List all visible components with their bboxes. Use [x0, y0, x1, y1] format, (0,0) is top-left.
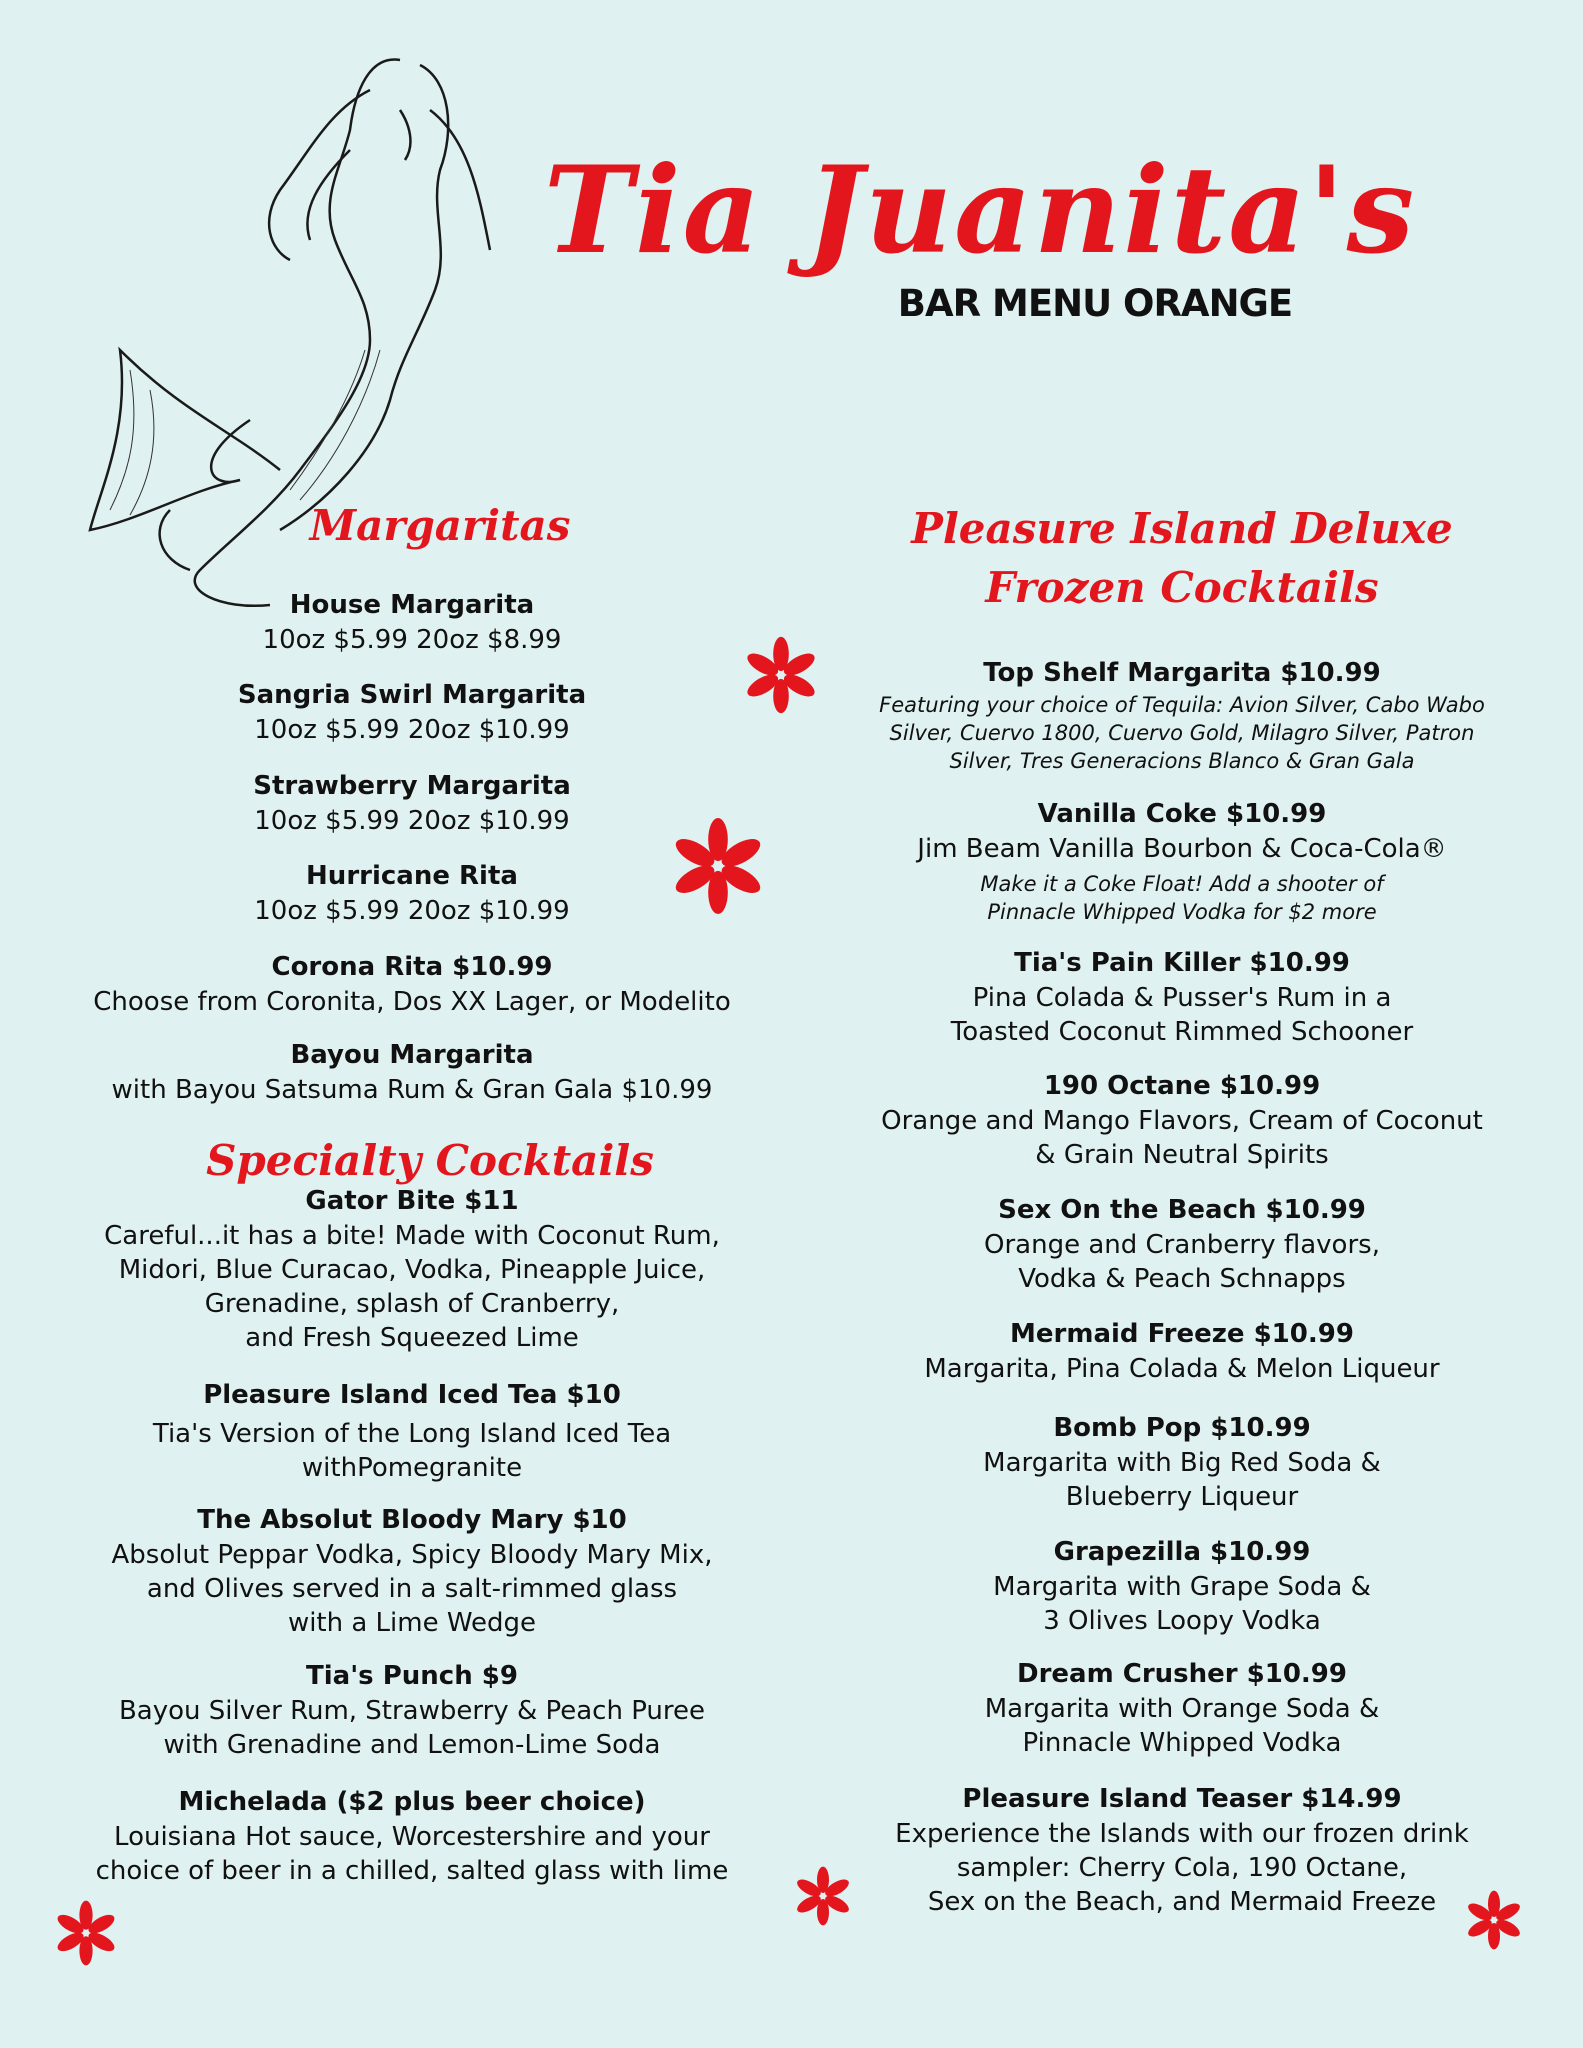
- item-desc: Sex on the Beach, and Mermaid Freeze: [927, 1887, 1437, 1917]
- item-name: Gator Bite $11: [305, 1186, 519, 1216]
- item-desc: Grenadine, splash of Cranberry,: [204, 1289, 620, 1319]
- flower-icon: [742, 636, 820, 714]
- item-name: Pleasure Island Teaser $14.99: [962, 1784, 1402, 1814]
- flower-icon: [53, 1900, 119, 1966]
- item-desc: Jim Beam Vanilla Bourbon & Coca-Cola®: [917, 834, 1447, 864]
- item-desc: Margarita, Pina Colada & Melon Liqueur: [924, 1354, 1440, 1384]
- item-name: The Absolut Bloody Mary $10: [197, 1505, 627, 1535]
- item-name: Top Shelf Margarita $10.99: [983, 658, 1381, 688]
- item-desc: Careful...it has a bite! Made with Coconut Rum,: [104, 1221, 720, 1251]
- menu-subtitle: BAR MENU ORANGE: [897, 282, 1293, 325]
- menu-item: [52, 1038, 772, 1107]
- item-desc: Experience the Islands with our frozen drink: [895, 1819, 1469, 1849]
- menu-item: [52, 588, 772, 657]
- item-desc: Vodka & Peach Schnapps: [1018, 1264, 1346, 1294]
- item-name: Tia's Pain Killer $10.99: [1014, 948, 1350, 978]
- item-name: Grapezilla $10.99: [1053, 1537, 1311, 1567]
- item-desc: with Grenadine and Lemon-Lime Soda: [163, 1730, 661, 1760]
- item-name: Dream Crusher $10.99: [1017, 1659, 1347, 1689]
- menu-item: [52, 950, 772, 1019]
- specialty-heading: Specialty Cocktails: [206, 1136, 654, 1185]
- menu-item: [832, 656, 1532, 775]
- menu-item: [832, 1069, 1532, 1172]
- item-desc: Tia's Version of the Long Island Iced Tea: [152, 1419, 672, 1449]
- menu-item: [52, 1659, 772, 1762]
- item-desc: and Olives served in a salt-rimmed glass: [146, 1574, 678, 1604]
- item-desc: and Fresh Squeezed Lime: [245, 1323, 579, 1353]
- menu-item: [832, 1782, 1532, 1919]
- item-desc: Margarita with Grape Soda &: [993, 1572, 1371, 1602]
- item-desc: Orange and Mango Flavors, Cream of Coconut: [881, 1106, 1483, 1136]
- item-name: Mermaid Freeze $10.99: [1010, 1319, 1354, 1349]
- item-name: Sex On the Beach $10.99: [998, 1195, 1366, 1225]
- item-note: Pinnacle Whipped Vodka for $2 more: [987, 900, 1377, 924]
- menu-item: [832, 1317, 1532, 1386]
- item-name: Strawberry Margarita: [253, 771, 571, 801]
- item-desc: 10oz $5.99 20oz $8.99: [262, 625, 562, 655]
- item-desc: Margarita with Big Red Soda &: [983, 1448, 1381, 1478]
- menu-item: [52, 859, 772, 928]
- menu-item: [832, 797, 1532, 926]
- item-desc: Orange and Cranberry flavors,: [984, 1230, 1380, 1260]
- menu-item: [832, 1193, 1532, 1296]
- item-desc: Toasted Coconut Rimmed Schooner: [950, 1017, 1414, 1047]
- flower-icon: [1464, 1890, 1524, 1950]
- item-desc: 3 Olives Loopy Vodka: [1043, 1606, 1321, 1636]
- item-name: House Margarita: [289, 590, 535, 620]
- item-name: Corona Rita $10.99: [271, 952, 553, 982]
- menu-item: [52, 769, 772, 838]
- item-desc: 10oz $5.99 20oz $10.99: [254, 896, 570, 926]
- restaurant-title: Tia Juanita's: [543, 140, 1417, 281]
- item-name: 190 Octane $10.99: [1043, 1071, 1321, 1101]
- item-note: Silver, Cuervo 1800, Cuervo Gold, Milagro Silver, Patron: [889, 721, 1475, 745]
- item-name: Sangria Swirl Margarita: [237, 680, 587, 710]
- item-note: Featuring your choice of Tequila: Avion Silver, Cabo Wabo: [879, 693, 1485, 717]
- item-desc: Absolut Peppar Vodka, Spicy Bloody Mary Mix,: [111, 1540, 713, 1570]
- menu-item: [52, 678, 772, 747]
- item-name: Michelada ($2 plus beer choice): [178, 1787, 646, 1817]
- item-name: Bomb Pop $10.99: [1053, 1413, 1311, 1443]
- menu-item: [52, 1184, 772, 1355]
- item-desc: Pinnacle Whipped Vodka: [1022, 1728, 1342, 1758]
- item-name: Pleasure Island Iced Tea $10: [203, 1380, 621, 1410]
- item-desc: 10oz $5.99 20oz $10.99: [254, 715, 570, 745]
- item-desc: Margarita with Orange Soda &: [984, 1694, 1380, 1724]
- item-desc: Blueberry Liqueur: [1065, 1482, 1299, 1512]
- item-desc: with a Lime Wedge: [287, 1608, 537, 1638]
- item-desc: Choose from Coronita, Dos XX Lager, or Modelito: [93, 987, 731, 1017]
- frozen-heading-line2: Frozen Cocktails: [985, 563, 1379, 612]
- margaritas-heading: Margaritas: [309, 501, 571, 550]
- item-desc: Pina Colada & Pusser's Rum in a: [972, 983, 1392, 1013]
- menu-item: [52, 1785, 772, 1888]
- item-desc: sampler: Cherry Cola, 190 Octane,: [956, 1853, 1408, 1883]
- menu-item: [52, 1503, 772, 1640]
- item-desc: 10oz $5.99 20oz $10.99: [254, 806, 570, 836]
- menu-item: [832, 1411, 1532, 1514]
- flower-icon: [669, 817, 767, 915]
- item-note: Silver, Tres Generacions Blanco & Gran Gala: [949, 749, 1415, 773]
- item-name: Tia's Punch $9: [306, 1661, 518, 1691]
- item-desc: choice of beer in a chilled, salted glass with lime: [95, 1856, 729, 1886]
- item-name: Hurricane Rita: [306, 861, 518, 891]
- frozen-heading-line1: Pleasure Island Deluxe: [911, 504, 1453, 553]
- item-name: Bayou Margarita: [290, 1040, 534, 1070]
- item-desc: Midori, Blue Curacao, Vodka, Pineapple Juice,: [118, 1255, 706, 1285]
- item-desc: Bayou Silver Rum, Strawberry & Peach Puree: [118, 1696, 706, 1726]
- item-desc: & Grain Neutral Spirits: [1035, 1140, 1329, 1170]
- item-desc: with Bayou Satsuma Rum & Gran Gala $10.99: [111, 1075, 713, 1105]
- item-desc: Louisiana Hot sauce, Worcestershire and your: [114, 1822, 710, 1852]
- item-name: Vanilla Coke $10.99: [1037, 799, 1327, 829]
- item-note: Make it a Coke Float! Add a shooter of: [980, 872, 1384, 896]
- menu-item: [52, 1378, 772, 1485]
- menu-item: [832, 946, 1532, 1049]
- item-desc: withPomegranite: [301, 1453, 523, 1483]
- menu-item: [832, 1657, 1532, 1760]
- flower-icon: [793, 1866, 853, 1926]
- menu-item: [832, 1535, 1532, 1638]
